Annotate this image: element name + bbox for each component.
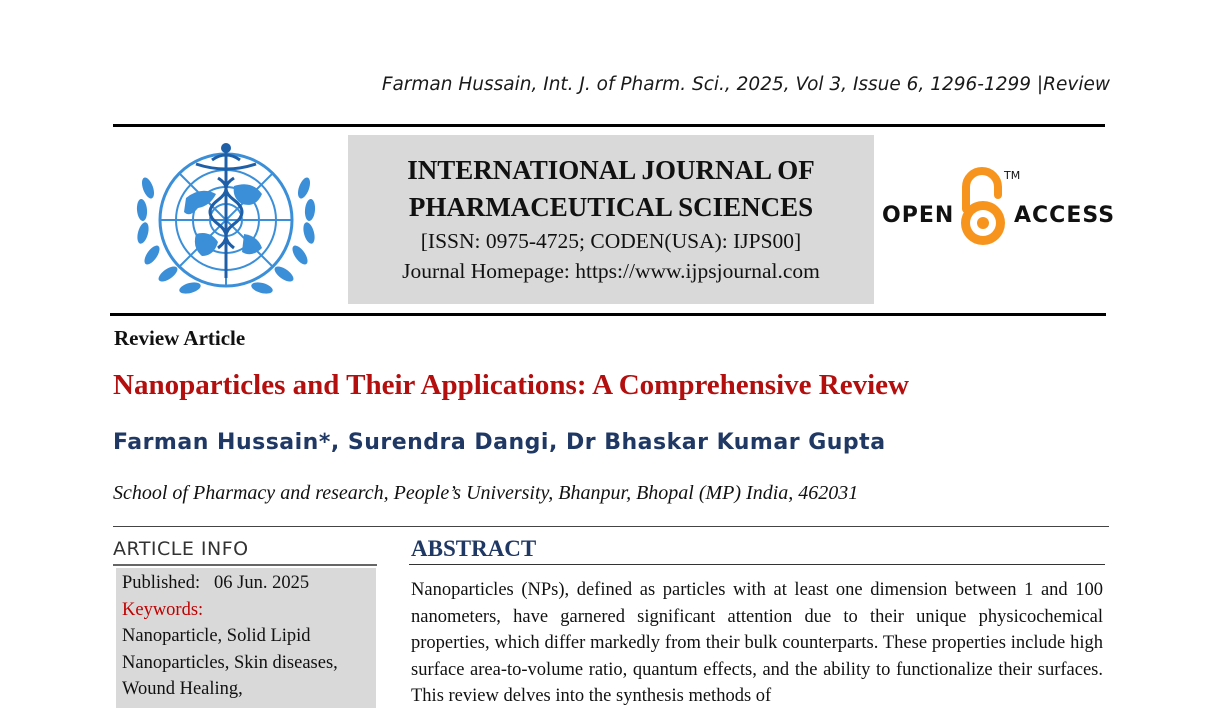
article-title: Nanoparticles and Their Applications: A Comprehensive Review (113, 369, 909, 401)
running-header-citation: Farman Hussain, Int. J. of Pharm. Sci., 2025, Vol 3, Issue 6, 1296-1299 |Review (381, 74, 1110, 95)
journal-name-line-2: PHARMACEUTICAL SCIENCES (408, 192, 814, 222)
journal-emblem-logo (126, 138, 326, 306)
abstract-text: Nanoparticles (NPs), defined as particles with at least one dimension between 1 and 100 nanometers, have garnered significant attention due to their unique physicochemical properties, which differ markedly from their bulk counterparts. These properties include high surface area-to-volume ratio, quantum effects, and the ability to functionalize their surfaces. This review delves into the synthesis methods of (411, 580, 1103, 706)
keywords-list: Nanoparticle, Solid Lipid Nanoparticles, Skin diseases, Wound Healing, (122, 626, 338, 699)
published-date: 06 Jun. 2025 (214, 573, 310, 593)
journal-name (348, 152, 874, 226)
open-access-access-text: ACCESS (1014, 203, 1116, 228)
header-bottom-rule (110, 313, 1106, 316)
journal-issn: [ISSN: 0975-4725; CODEN(USA): IJPS00] (420, 229, 802, 253)
trademark-mark: TM (1004, 169, 1021, 182)
journal-homepage: Journal Homepage: https://www.ijpsjournal.com (402, 259, 820, 283)
article-info-rule (113, 564, 377, 566)
abstract-rule (409, 564, 1105, 565)
section-divider (113, 526, 1109, 527)
author-affiliation: School of Pharmacy and research, People’s University, Bhanpur, Bhopal (MP) India, 462031 (113, 482, 859, 504)
abstract-heading: ABSTRACT (411, 536, 537, 561)
keywords-label: Keywords: (122, 599, 204, 620)
header-top-rule (113, 124, 1105, 127)
article-info-heading: ARTICLE INFO (113, 538, 249, 560)
published-label: Published: (122, 573, 201, 593)
published-row (122, 570, 376, 597)
article-info-panel (116, 568, 376, 708)
article-authors: Farman Hussain*, Surendra Dangi, Dr Bhaskar Kumar Gupta (113, 430, 886, 455)
journal-name-line-1: INTERNATIONAL JOURNAL OF (407, 155, 815, 185)
article-type: Review Article (114, 326, 246, 350)
open-access-logo (880, 163, 1116, 253)
open-access-open-text: OPEN (882, 203, 955, 228)
journal-title-panel (348, 135, 874, 304)
